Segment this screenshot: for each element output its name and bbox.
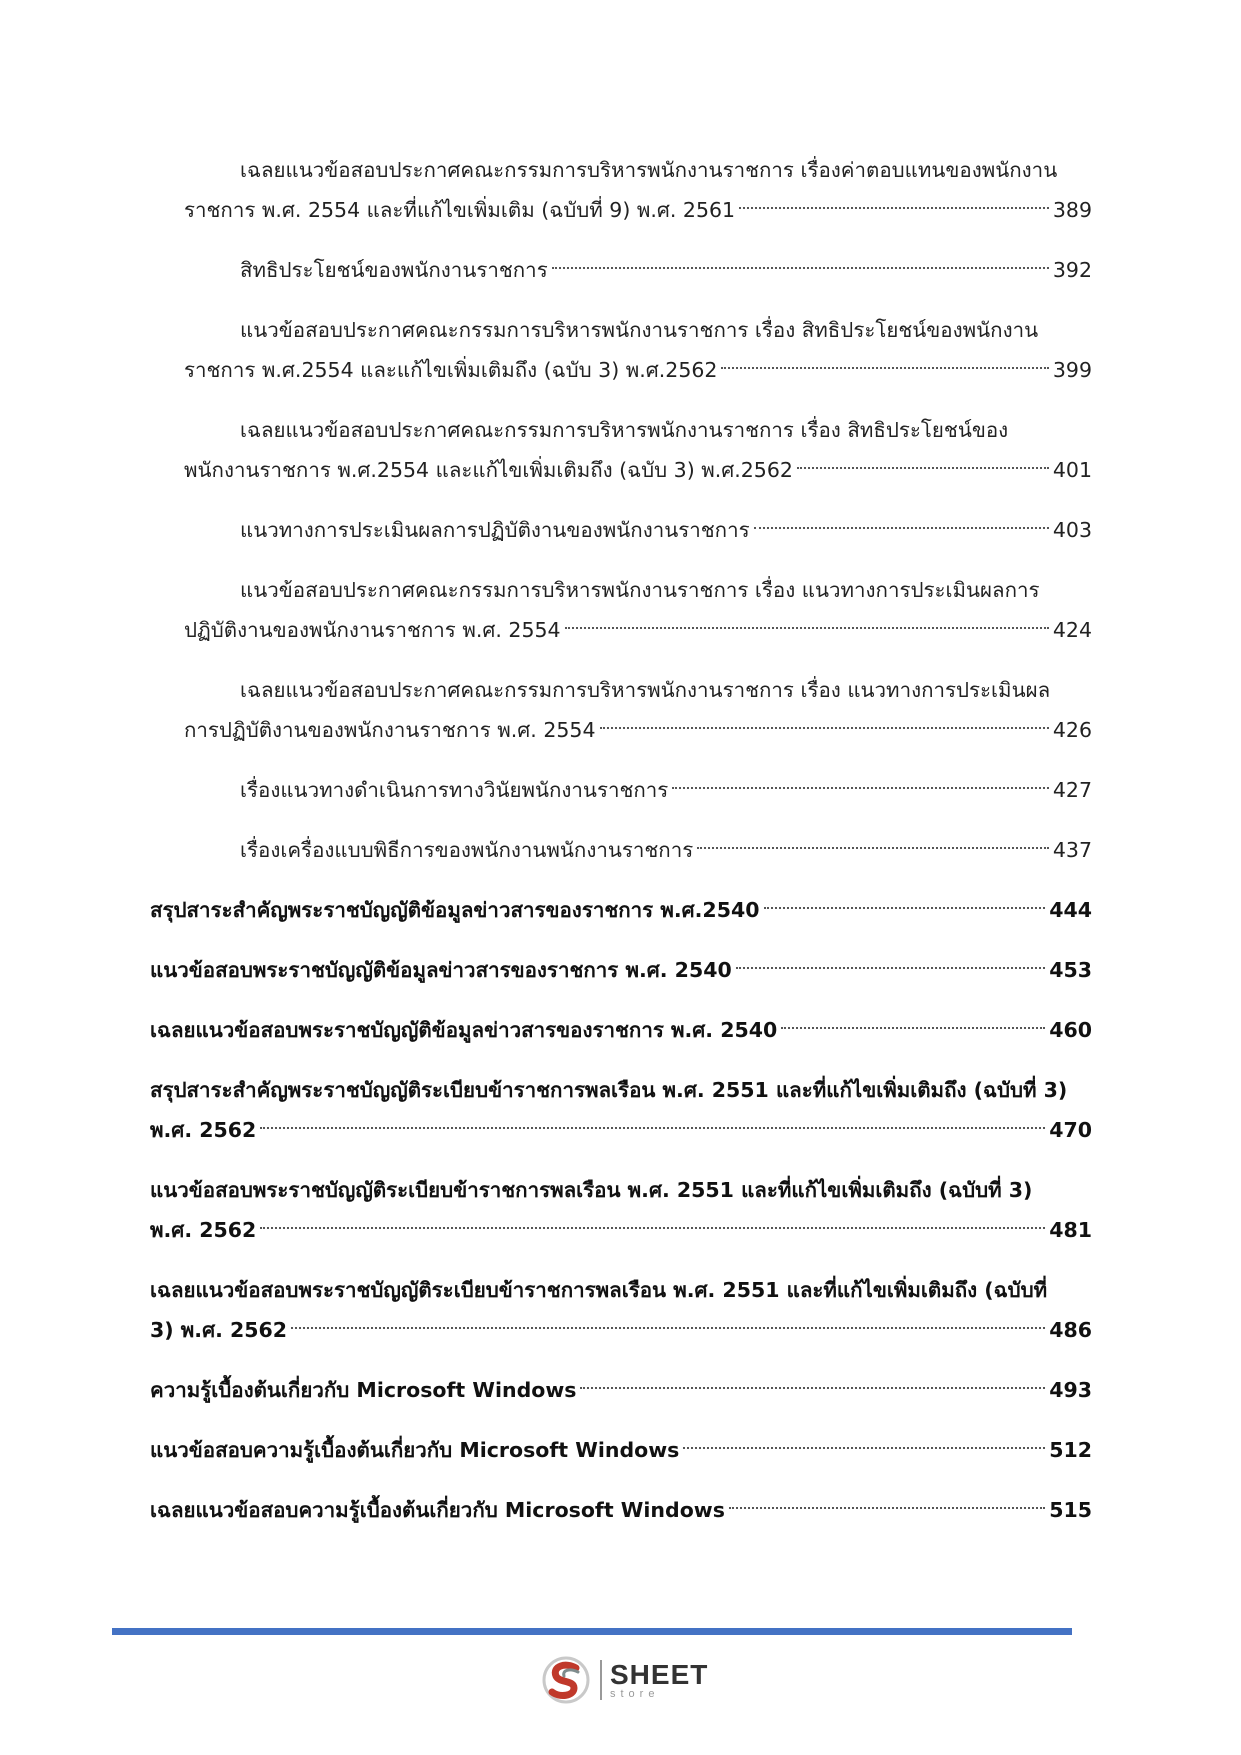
toc-entry — [150, 510, 1092, 550]
toc-entry — [150, 1370, 1092, 1410]
toc-entry-continuation-line — [150, 1310, 1092, 1350]
toc-entry-text: เรื่องแนวทางดำเนินการทางวินัยพนักงานราชการ — [240, 778, 669, 802]
logo-text — [610, 1658, 709, 1700]
toc-entry-text: แนวข้อสอบประกาศคณะกรรมการบริหารพนักงานราชการ เรื่อง แนวทางการประเมินผลการ — [240, 578, 1040, 602]
toc-entry — [150, 150, 1092, 230]
toc-entry-text: พ.ศ. 2562 — [150, 1118, 257, 1142]
toc-page-number: 493 — [1049, 1378, 1092, 1402]
toc-entry-continuation-line — [150, 190, 1092, 230]
toc-entry-text: ความรู้เบื้องต้นเกี่ยวกับ Microsoft Windows — [150, 1378, 577, 1402]
toc-entry — [150, 1490, 1092, 1530]
dot-leader — [291, 1327, 1045, 1329]
toc-entry-text: แนวข้อสอบพระราชบัญญัติข้อมูลข่าวสารของราชการ พ.ศ. 2540 — [150, 958, 732, 982]
toc-entry-text: เฉลยแนวข้อสอบพระราชบัญญัติระเบียบข้าราชการพลเรือน พ.ศ. 2551 และที่แก้ไขเพิ่มเติมถึง (ฉบับที่ — [150, 1278, 1048, 1302]
toc-entry-text: พ.ศ. 2562 — [150, 1218, 257, 1242]
toc-entry-continuation-line — [150, 350, 1092, 390]
toc-page-number: 424 — [1052, 618, 1092, 642]
toc-entry-title-line — [150, 410, 1092, 450]
table-of-contents — [150, 150, 1092, 1550]
logo-subtitle: store — [610, 1687, 660, 1700]
toc-entry-text: เฉลยแนวข้อสอบพระราชบัญญัติข้อมูลข่าวสารของราชการ พ.ศ. 2540 — [150, 1018, 778, 1042]
toc-entry-text: ราชการ พ.ศ.2554 และแก้ไขเพิ่มเติมถึง (ฉบับ 3) พ.ศ.2562 — [184, 358, 718, 382]
toc-entry — [150, 1170, 1092, 1250]
toc-page-number: 460 — [1049, 1018, 1092, 1042]
toc-entry-title-line — [150, 1170, 1092, 1210]
dot-leader — [739, 207, 1049, 209]
toc-entry-continuation-line — [150, 610, 1092, 650]
toc-entry — [150, 1010, 1092, 1050]
toc-entry-text: แนวทางการประเมินผลการปฏิบัติงานของพนักงานราชการ — [240, 518, 750, 542]
toc-entry-text: แนวข้อสอบพระราชบัญญัติระเบียบข้าราชการพลเรือน พ.ศ. 2551 และที่แก้ไขเพิ่มเติมถึง (ฉบับที่ 3) — [150, 1178, 1033, 1202]
toc-page-number: 401 — [1052, 458, 1092, 482]
dot-leader — [736, 967, 1045, 969]
toc-entry-title-line — [150, 1070, 1092, 1110]
toc-entry-title-line — [150, 1370, 1092, 1410]
toc-page-number: 512 — [1049, 1438, 1092, 1462]
toc-page-number: 481 — [1049, 1218, 1092, 1242]
toc-entry-text: เฉลยแนวข้อสอบประกาศคณะกรรมการบริหารพนักงานราชการ เรื่องค่าตอบแทนของพนักงาน — [240, 158, 1058, 182]
toc-entry-title-line — [150, 150, 1092, 190]
dot-leader — [260, 1127, 1045, 1129]
toc-entry-title-line — [150, 890, 1092, 930]
toc-entry-text: เฉลยแนวข้อสอบประกาศคณะกรรมการบริหารพนักงานราชการ เรื่อง แนวทางการประเมินผล — [240, 678, 1051, 702]
toc-page-number: 453 — [1049, 958, 1092, 982]
toc-entry-title-line — [150, 510, 1092, 550]
toc-page-number: 437 — [1052, 838, 1092, 862]
toc-entry-continuation-line — [150, 710, 1092, 750]
toc-page-number: 426 — [1052, 718, 1092, 742]
toc-page-number: 515 — [1049, 1498, 1092, 1522]
toc-entry-title-line — [150, 250, 1092, 290]
toc-entry-title-line — [150, 1490, 1092, 1530]
toc-entry-text: ปฏิบัติงานของพนักงานราชการ พ.ศ. 2554 — [184, 618, 561, 642]
toc-entry-text: เรื่องเครื่องแบบพิธีการของพนักงานพนักงานราชการ — [240, 838, 694, 862]
toc-page-number: 486 — [1049, 1318, 1092, 1342]
dot-leader — [552, 267, 1049, 269]
toc-entry-text: แนวข้อสอบประกาศคณะกรรมการบริหารพนักงานราชการ เรื่อง สิทธิประโยชน์ของพนักงาน — [240, 318, 1039, 342]
toc-entry — [150, 890, 1092, 930]
sheet-store-logo — [540, 1652, 708, 1708]
toc-page-number: 427 — [1052, 778, 1092, 802]
toc-entry — [150, 830, 1092, 870]
footer-rule — [112, 1628, 1072, 1635]
logo-separator — [600, 1660, 602, 1700]
toc-entry-text: เฉลยแนวข้อสอบประกาศคณะกรรมการบริหารพนักงานราชการ เรื่อง สิทธิประโยชน์ของ — [240, 418, 1009, 442]
toc-entry-continuation-line — [150, 1210, 1092, 1250]
toc-entry-title-line — [150, 1430, 1092, 1470]
toc-entry-text: พนักงานราชการ พ.ศ.2554 และแก้ไขเพิ่มเติมถึง (ฉบับ 3) พ.ศ.2562 — [184, 458, 793, 482]
toc-entry — [150, 1270, 1092, 1350]
toc-entry-title-line — [150, 570, 1092, 610]
dot-leader — [697, 847, 1049, 849]
toc-entry-text: การปฏิบัติงานของพนักงานราชการ พ.ศ. 2554 — [184, 718, 596, 742]
toc-entry — [150, 250, 1092, 290]
toc-entry-text: 3) พ.ศ. 2562 — [150, 1318, 288, 1342]
toc-page-number: 403 — [1052, 518, 1092, 542]
dot-leader — [683, 1447, 1045, 1449]
toc-entry-text: สรุปสาระสำคัญพระราชบัญญัติระเบียบข้าราชการพลเรือน พ.ศ. 2551 และที่แก้ไขเพิ่มเติมถึง (ฉบับที่ 3) — [150, 1078, 1068, 1102]
toc-entry-continuation-line — [150, 1110, 1092, 1150]
toc-entry-title-line — [150, 1010, 1092, 1050]
dot-leader — [260, 1227, 1045, 1229]
toc-entry-continuation-line — [150, 450, 1092, 490]
logo-name: SHEET — [610, 1658, 709, 1690]
toc-page-number: 392 — [1052, 258, 1092, 282]
toc-entry-text: เฉลยแนวข้อสอบความรู้เบื้องต้นเกี่ยวกับ Microsoft Windows — [150, 1498, 725, 1522]
toc-page-number: 389 — [1052, 198, 1092, 222]
dot-leader — [729, 1507, 1045, 1509]
toc-entry-text: สรุปสาระสำคัญพระราชบัญญัติข้อมูลข่าวสารของราชการ พ.ศ.2540 — [150, 898, 760, 922]
toc-entry-title-line — [150, 950, 1092, 990]
dot-leader — [781, 1027, 1045, 1029]
dot-leader — [600, 727, 1049, 729]
toc-entry — [150, 410, 1092, 490]
toc-entry — [150, 770, 1092, 810]
toc-entry — [150, 1070, 1092, 1150]
dot-leader — [565, 627, 1049, 629]
toc-entry-title-line — [150, 830, 1092, 870]
toc-page-number: 444 — [1049, 898, 1092, 922]
dot-leader — [672, 787, 1049, 789]
dot-leader — [797, 467, 1049, 469]
toc-entry — [150, 310, 1092, 390]
toc-page-number: 399 — [1052, 358, 1092, 382]
toc-entry-title-line — [150, 670, 1092, 710]
toc-page-number: 470 — [1049, 1118, 1092, 1142]
toc-entry-title-line — [150, 770, 1092, 810]
dot-leader — [721, 367, 1048, 369]
toc-entry — [150, 570, 1092, 650]
sheet-store-logo-icon — [540, 1654, 592, 1706]
toc-entry — [150, 670, 1092, 750]
toc-entry-text: ราชการ พ.ศ. 2554 และที่แก้ไขเพิ่มเติม (ฉบับที่ 9) พ.ศ. 2561 — [184, 198, 736, 222]
toc-entry — [150, 1430, 1092, 1470]
toc-entry-title-line — [150, 310, 1092, 350]
dot-leader — [764, 907, 1046, 909]
toc-entry-text: แนวข้อสอบความรู้เบื้องต้นเกี่ยวกับ Microsoft Windows — [150, 1438, 680, 1462]
toc-entry — [150, 950, 1092, 990]
dot-leader — [580, 1387, 1045, 1389]
dot-leader — [754, 527, 1049, 529]
toc-entry-text: สิทธิประโยชน์ของพนักงานราชการ — [240, 258, 548, 282]
toc-entry-title-line — [150, 1270, 1092, 1310]
